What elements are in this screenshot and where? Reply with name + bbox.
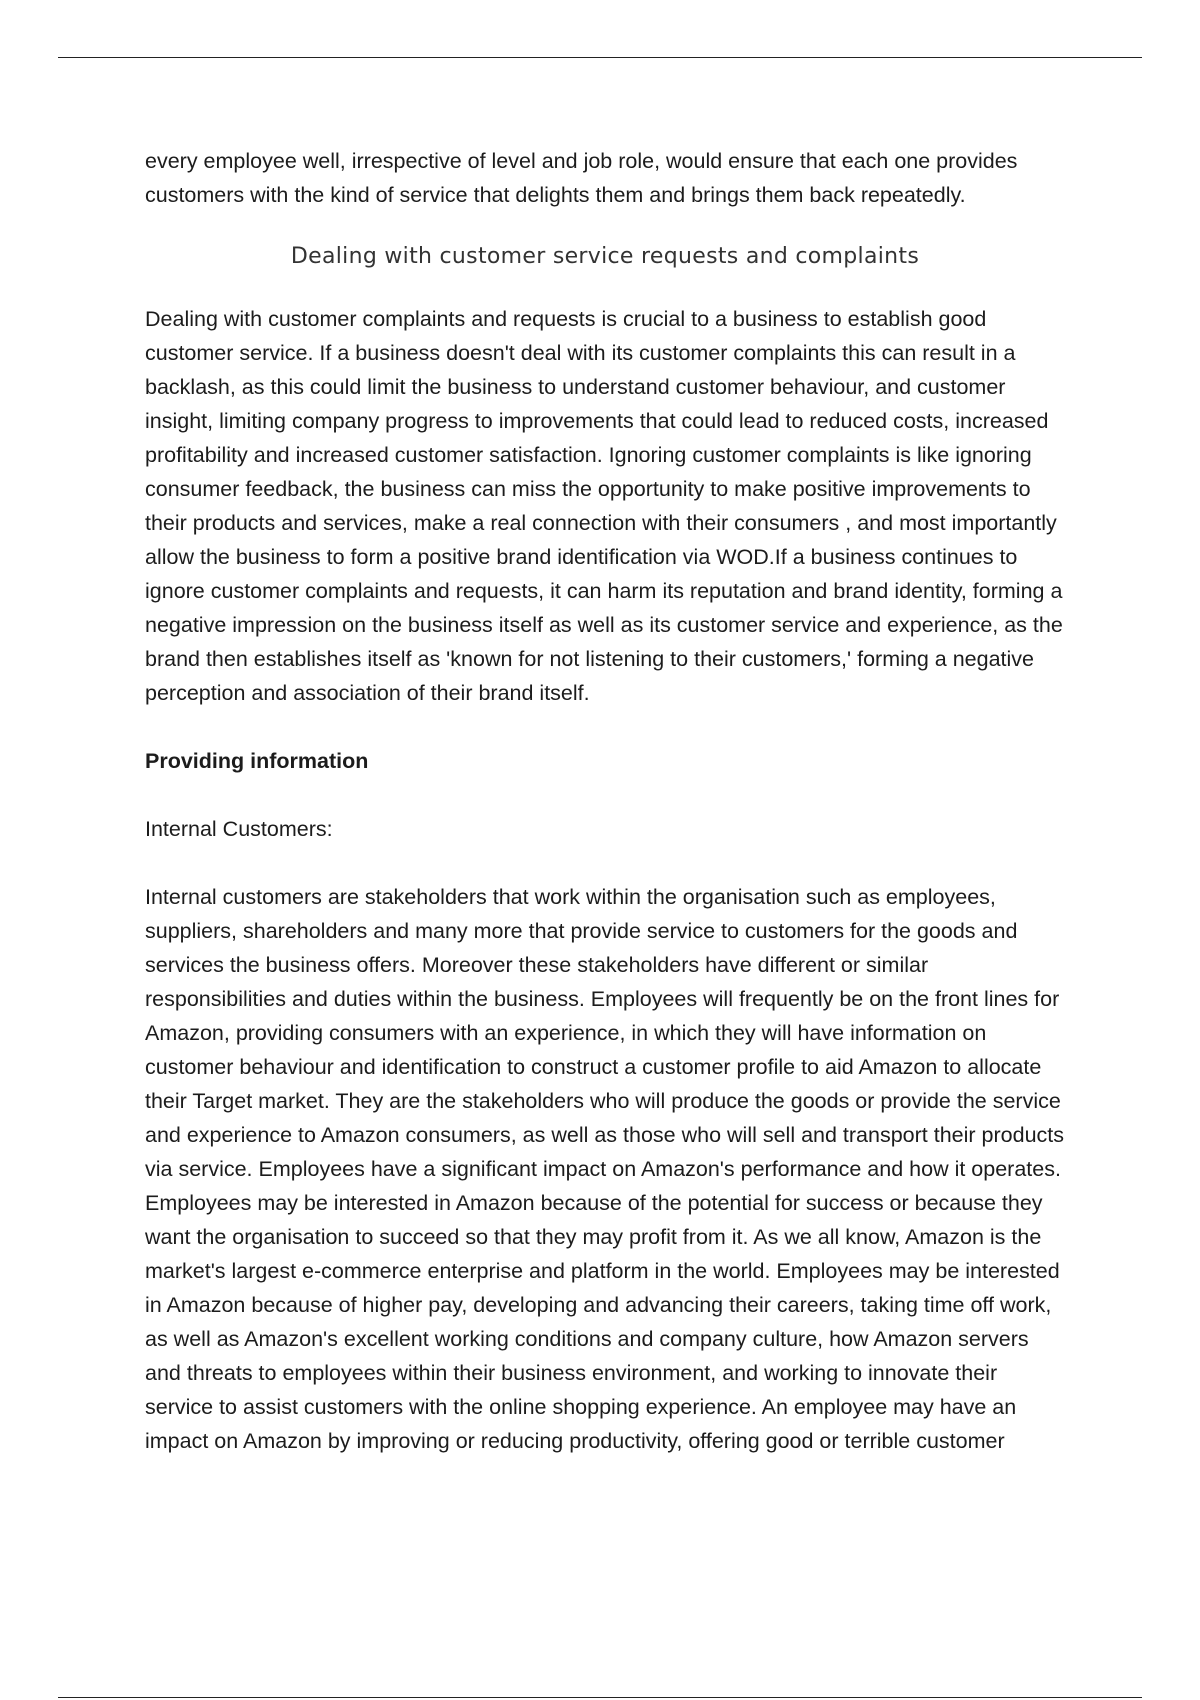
section-heading: Dealing with customer service requests and complaints	[290, 244, 920, 269]
internal-customers-label: Internal Customers:	[145, 817, 333, 841]
page-top-rule	[58, 57, 1142, 58]
complaints-paragraph: Dealing with customer complaints and requests is crucial to a business to establish good customer service. If a business doesn't deal with its customer complaints this can result in a backlash, as this could limit the business to understand customer behaviour, and customer insight, limiting company progress to improvements that could lead to reduced costs, increased profitability and increased customer satisfaction. Ignoring customer complaints is like ignoring consumer feedback, the business can miss the opportunity to make positive improvements to their products and services, make a real connection with their consumers , and most importantly allow the business to form a positive brand identification via WOD.If a business continues to ignore customer complaints and requests, it can harm its reputation and brand identity, forming a negative impression on the business itself as well as its customer service and experience, as the brand then establishes itself as 'known for not listening to their customers,' forming a negative perception and association of their brand itself.	[145, 307, 1063, 705]
page-bottom-rule	[58, 1697, 1142, 1698]
providing-information-heading: Providing information	[145, 749, 369, 773]
intro-paragraph: every employee well, irrespective of level and job role, would ensure that each one provides customers with the kind of service that delights them and brings them back repeatedly.	[145, 149, 1018, 207]
document-body	[145, 144, 1065, 1458]
internal-customers-paragraph: Internal customers are stakeholders that work within the organisation such as employees, suppliers, shareholders and many more that provide service to customers for the goods and services the business offers. Moreover these stakeholders have different or similar responsibilities and duties within the business. Employees will frequently be on the front lines for Amazon, providing consumers with an experience, in which they will have information on customer behaviour and identification to construct a customer profile to aid Amazon to allocate their Target market. They are the stakeholders who will produce the goods or provide the service and experience to Amazon consumers, as well as those who will sell and transport their products via service. Employees have a significant impact on Amazon's performance and how it operates. Employees may be interested in Amazon because of the potential for success or because they want the organisation to succeed so that they may profit from it. As we all know, Amazon is the market's largest e-commerce enterprise and platform in the world. Employees may be interested in Amazon because of higher pay, developing and advancing their careers, taking time off work, as well as Amazon's excellent working conditions and company culture, how Amazon servers and threats to employees within their business environment, and working to innovate their service to assist customers with the online shopping experience. An employee may have an impact on Amazon by improving or reducing productivity, offering good or terrible customer	[145, 885, 1064, 1453]
